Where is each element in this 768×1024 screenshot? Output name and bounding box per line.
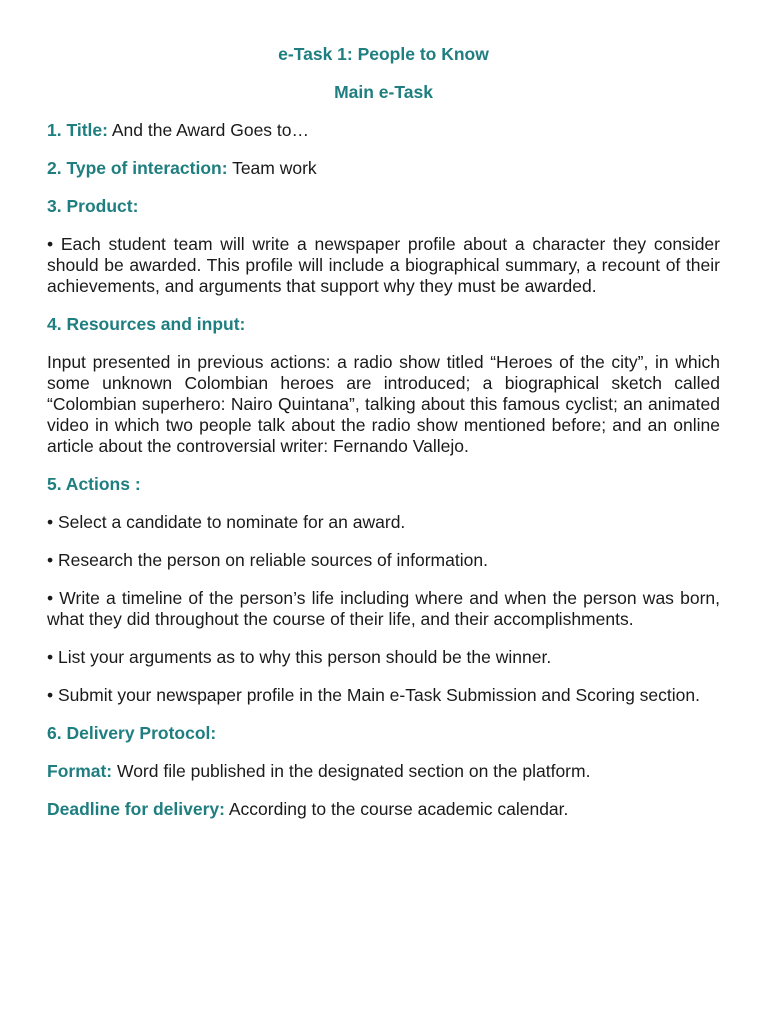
section-delivery-heading: 6. Delivery Protocol:: [47, 723, 217, 743]
delivery-deadline-value: According to the course academic calendar.: [224, 799, 569, 819]
section-interaction-value: Team work: [227, 158, 317, 178]
section-title-value: And the Award Goes to…: [107, 120, 310, 140]
action-item: • Research the person on reliable sources of information.: [47, 550, 488, 570]
action-item: • Submit your newspaper profile in the Main e-Task Submission and Scoring section.: [47, 685, 700, 705]
document-page: [47, 44, 720, 837]
section-title-label: 1. Title:: [47, 120, 108, 140]
section-resources-text: Input presented in previous actions: a radio show titled “Heroes of the city”, in which some unknown Colombian heroes are introduced; a biographical sketch called “Colombian superhero: Nairo Quintana”, talking about this famous cyclist; an animated video in which two people talk about the radio show mentioned before; and an online article about the controversial writer: Fernando Vallejo.: [47, 352, 720, 456]
delivery-format-label: Format:: [47, 761, 113, 781]
section-actions-heading: 5. Actions :: [47, 474, 141, 494]
delivery-format: [47, 761, 720, 782]
delivery-deadline: [47, 799, 720, 820]
section-product-heading: 3. Product:: [47, 196, 139, 216]
page-subtitle: Main e-Task: [334, 82, 433, 102]
section-product-text: • Each student team will write a newspaper profile about a character they consider should be awarded. This profile will include a biographical summary, a recount of their achievements, and arguments that support why they must be awarded.: [47, 234, 720, 296]
action-item: • Write a timeline of the person’s life including where and when the person was born, what they did throughout the course of their life, and their accomplishments.: [47, 588, 720, 629]
section-title: [47, 120, 720, 141]
delivery-format-value: Word file published in the designated section on the platform.: [112, 761, 591, 781]
action-item: • List your arguments as to why this person should be the winner.: [47, 647, 552, 667]
action-item: • Select a candidate to nominate for an award.: [47, 512, 406, 532]
delivery-deadline-label: Deadline for delivery:: [47, 799, 225, 819]
page-title: e-Task 1: People to Know: [278, 44, 489, 64]
section-interaction-label: 2. Type of interaction:: [47, 158, 228, 178]
section-interaction: [47, 158, 720, 179]
section-resources-heading: 4. Resources and input:: [47, 314, 246, 334]
